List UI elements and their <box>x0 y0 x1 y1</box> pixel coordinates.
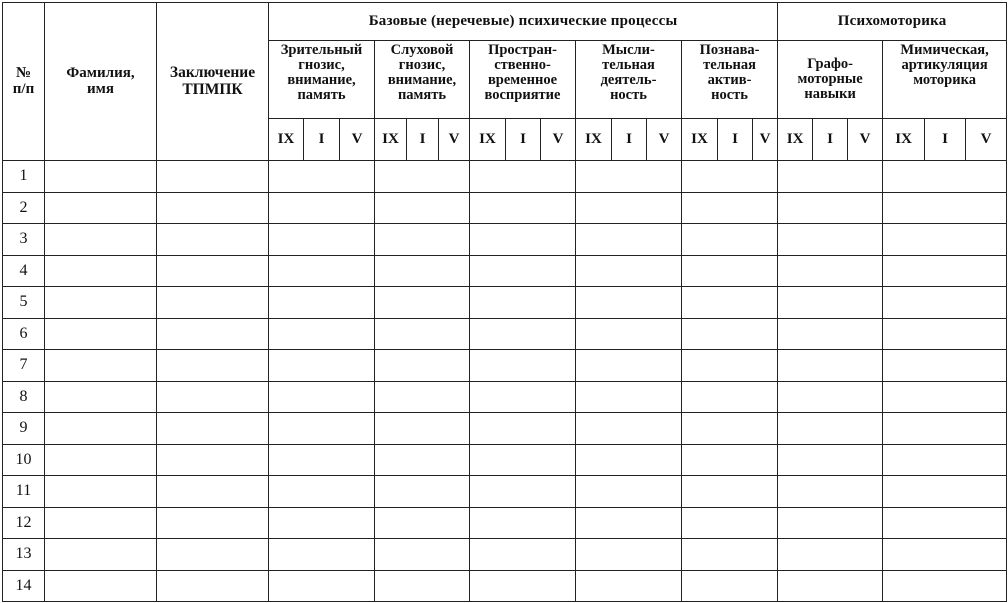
month-label: I <box>925 119 966 161</box>
conclusion-cell[interactable] <box>157 381 269 413</box>
thinking-cell[interactable] <box>576 413 682 445</box>
mimic-articulation-cell[interactable] <box>883 413 1007 445</box>
mimic-articulation-cell[interactable] <box>883 318 1007 350</box>
table-row <box>3 476 1007 508</box>
auditory-gnosis-cell[interactable] <box>375 255 470 287</box>
month-label: IX <box>269 119 304 161</box>
cognitive-activity-cell[interactable] <box>682 381 778 413</box>
conclusion-cell[interactable] <box>157 476 269 508</box>
table-body <box>3 161 1007 602</box>
month-label: I <box>407 119 439 161</box>
spatial-temporal-cell[interactable] <box>470 539 576 571</box>
thinking-cell[interactable] <box>576 444 682 476</box>
month-label: V <box>541 119 576 161</box>
cognitive-activity-cell[interactable] <box>682 287 778 319</box>
month-label: V <box>848 119 883 161</box>
auditory-gnosis-cell[interactable] <box>375 413 470 445</box>
name-cell[interactable] <box>45 192 157 224</box>
thinking-cell[interactable] <box>576 161 682 193</box>
graphomotor-cell[interactable] <box>778 161 883 193</box>
mimic-articulation-cell[interactable] <box>883 192 1007 224</box>
month-label: I <box>813 119 848 161</box>
spatial-temporal-cell[interactable] <box>470 255 576 287</box>
visual-gnosis-cell[interactable] <box>269 413 375 445</box>
graphomotor-cell[interactable] <box>778 570 883 602</box>
name-cell[interactable] <box>45 381 157 413</box>
conclusion-cell[interactable] <box>157 224 269 256</box>
thinking-cell[interactable] <box>576 224 682 256</box>
visual-gnosis-cell[interactable] <box>269 350 375 382</box>
auditory-gnosis-cell[interactable] <box>375 318 470 350</box>
spatial-temporal-cell[interactable] <box>470 192 576 224</box>
graphomotor-cell[interactable] <box>778 318 883 350</box>
conclusion-cell[interactable] <box>157 539 269 571</box>
row-number: 12 <box>3 507 45 539</box>
cognitive-activity-cell[interactable] <box>682 161 778 193</box>
name-cell[interactable] <box>45 507 157 539</box>
auditory-gnosis-cell[interactable] <box>375 287 470 319</box>
auditory-gnosis-cell[interactable] <box>375 507 470 539</box>
conclusion-cell[interactable] <box>157 507 269 539</box>
row-number: 11 <box>3 476 45 508</box>
graphomotor-cell[interactable] <box>778 444 883 476</box>
graphomotor-cell[interactable] <box>778 507 883 539</box>
name-cell[interactable] <box>45 287 157 319</box>
row-number: 13 <box>3 539 45 571</box>
assessment-table <box>2 2 1007 602</box>
table-row <box>3 161 1007 193</box>
thinking-cell[interactable] <box>576 350 682 382</box>
graphomotor-cell[interactable] <box>778 413 883 445</box>
row-number: 8 <box>3 381 45 413</box>
spatial-temporal-cell[interactable] <box>470 224 576 256</box>
thinking-cell[interactable] <box>576 287 682 319</box>
table-row <box>3 287 1007 319</box>
auditory-gnosis-cell[interactable] <box>375 476 470 508</box>
row-number: 3 <box>3 224 45 256</box>
visual-gnosis-cell[interactable] <box>269 476 375 508</box>
graphomotor-cell[interactable] <box>778 476 883 508</box>
spatial-temporal-cell[interactable] <box>470 287 576 319</box>
spatial-temporal-header: Простран- ственно- временное восприятие <box>470 41 576 119</box>
conclusion-column-header: Заключение ТПМПК <box>157 3 269 161</box>
thinking-cell[interactable] <box>576 318 682 350</box>
month-label: V <box>966 119 1007 161</box>
month-label: V <box>439 119 470 161</box>
mimic-articulation-cell[interactable] <box>883 350 1007 382</box>
spatial-temporal-cell[interactable] <box>470 318 576 350</box>
cognitive-activity-cell[interactable] <box>682 476 778 508</box>
name-cell[interactable] <box>45 476 157 508</box>
month-label: IX <box>778 119 813 161</box>
mimic-articulation-cell[interactable] <box>883 381 1007 413</box>
visual-gnosis-cell[interactable] <box>269 570 375 602</box>
table-row <box>3 539 1007 571</box>
conclusion-cell[interactable] <box>157 318 269 350</box>
cognitive-activity-cell[interactable] <box>682 413 778 445</box>
conclusion-cell[interactable] <box>157 287 269 319</box>
auditory-gnosis-cell[interactable] <box>375 570 470 602</box>
thinking-cell[interactable] <box>576 507 682 539</box>
graphomotor-cell[interactable] <box>778 224 883 256</box>
conclusion-cell[interactable] <box>157 444 269 476</box>
name-cell[interactable] <box>45 255 157 287</box>
spatial-temporal-cell[interactable] <box>470 413 576 445</box>
graphomotor-cell[interactable] <box>778 381 883 413</box>
spatial-temporal-cell[interactable] <box>470 381 576 413</box>
month-label: IX <box>682 119 718 161</box>
mimic-articulation-cell[interactable] <box>883 255 1007 287</box>
visual-gnosis-cell[interactable] <box>269 444 375 476</box>
visual-gnosis-header: Зрительный гнозис, внимание, память <box>269 41 375 119</box>
thinking-cell[interactable] <box>576 381 682 413</box>
conclusion-cell[interactable] <box>157 570 269 602</box>
cognitive-activity-header: Познава- тельная актив- ность <box>682 41 778 119</box>
auditory-gnosis-cell[interactable] <box>375 350 470 382</box>
month-label: IX <box>470 119 506 161</box>
conclusion-cell[interactable] <box>157 413 269 445</box>
mimic-articulation-cell[interactable] <box>883 287 1007 319</box>
table-row <box>3 444 1007 476</box>
mimic-articulation-header: Мимическая, артикуляция моторика <box>883 41 1007 119</box>
name-cell[interactable] <box>45 224 157 256</box>
graphomotor-cell[interactable] <box>778 539 883 571</box>
mimic-articulation-cell[interactable] <box>883 224 1007 256</box>
mimic-articulation-cell[interactable] <box>883 570 1007 602</box>
visual-gnosis-cell[interactable] <box>269 507 375 539</box>
spatial-temporal-cell[interactable] <box>470 507 576 539</box>
cognitive-activity-cell[interactable] <box>682 224 778 256</box>
thinking-cell[interactable] <box>576 570 682 602</box>
thinking-cell[interactable] <box>576 255 682 287</box>
auditory-gnosis-cell[interactable] <box>375 539 470 571</box>
row-number: 9 <box>3 413 45 445</box>
visual-gnosis-cell[interactable] <box>269 192 375 224</box>
thinking-header: Мысли- тельная деятель- ность <box>576 41 682 119</box>
visual-gnosis-cell[interactable] <box>269 381 375 413</box>
mimic-articulation-cell[interactable] <box>883 161 1007 193</box>
visual-gnosis-cell[interactable] <box>269 539 375 571</box>
basic-processes-group-header: Базовые (неречевые) психические процессы <box>269 3 778 41</box>
visual-gnosis-cell[interactable] <box>269 318 375 350</box>
cognitive-activity-cell[interactable] <box>682 444 778 476</box>
graphomotor-header: Графо- моторные навыки <box>778 41 883 119</box>
row-number: 10 <box>3 444 45 476</box>
table-row <box>3 318 1007 350</box>
mimic-articulation-cell[interactable] <box>883 476 1007 508</box>
visual-gnosis-cell[interactable] <box>269 287 375 319</box>
conclusion-cell[interactable] <box>157 192 269 224</box>
month-label: IX <box>883 119 925 161</box>
table-row <box>3 192 1007 224</box>
graphomotor-cell[interactable] <box>778 287 883 319</box>
cognitive-activity-cell[interactable] <box>682 350 778 382</box>
month-label: V <box>753 119 778 161</box>
auditory-gnosis-cell[interactable] <box>375 381 470 413</box>
name-cell[interactable] <box>45 413 157 445</box>
cognitive-activity-cell[interactable] <box>682 192 778 224</box>
conclusion-cell[interactable] <box>157 350 269 382</box>
graphomotor-cell[interactable] <box>778 350 883 382</box>
name-cell[interactable] <box>45 350 157 382</box>
spatial-temporal-cell[interactable] <box>470 161 576 193</box>
name-cell[interactable] <box>45 444 157 476</box>
auditory-gnosis-cell[interactable] <box>375 161 470 193</box>
row-number: 5 <box>3 287 45 319</box>
number-column-header: № п/п <box>3 3 45 161</box>
row-number: 14 <box>3 570 45 602</box>
row-number: 4 <box>3 255 45 287</box>
mimic-articulation-cell[interactable] <box>883 444 1007 476</box>
cognitive-activity-cell[interactable] <box>682 318 778 350</box>
graphomotor-cell[interactable] <box>778 192 883 224</box>
spatial-temporal-cell[interactable] <box>470 570 576 602</box>
month-label: I <box>612 119 647 161</box>
name-cell[interactable] <box>45 318 157 350</box>
row-number: 7 <box>3 350 45 382</box>
row-number: 6 <box>3 318 45 350</box>
table-row <box>3 350 1007 382</box>
visual-gnosis-cell[interactable] <box>269 161 375 193</box>
cognitive-activity-cell[interactable] <box>682 507 778 539</box>
auditory-gnosis-header: Слуховой гнозис, внимание, память <box>375 41 470 119</box>
name-column-header: Фамилия, имя <box>45 3 157 161</box>
conclusion-cell[interactable] <box>157 161 269 193</box>
thinking-cell[interactable] <box>576 476 682 508</box>
table-row <box>3 570 1007 602</box>
table-row <box>3 507 1007 539</box>
name-cell[interactable] <box>45 570 157 602</box>
table-row <box>3 255 1007 287</box>
table-row <box>3 413 1007 445</box>
mimic-articulation-cell[interactable] <box>883 539 1007 571</box>
spatial-temporal-cell[interactable] <box>470 444 576 476</box>
auditory-gnosis-cell[interactable] <box>375 192 470 224</box>
thinking-cell[interactable] <box>576 539 682 571</box>
auditory-gnosis-cell[interactable] <box>375 224 470 256</box>
mimic-articulation-cell[interactable] <box>883 507 1007 539</box>
month-label: IX <box>576 119 612 161</box>
cognitive-activity-cell[interactable] <box>682 539 778 571</box>
name-cell[interactable] <box>45 539 157 571</box>
month-label: I <box>718 119 753 161</box>
row-number: 2 <box>3 192 45 224</box>
row-number: 1 <box>3 161 45 193</box>
month-label: I <box>304 119 340 161</box>
spatial-temporal-cell[interactable] <box>470 476 576 508</box>
table-row <box>3 381 1007 413</box>
auditory-gnosis-cell[interactable] <box>375 444 470 476</box>
month-label: IX <box>375 119 407 161</box>
name-cell[interactable] <box>45 161 157 193</box>
table-row <box>3 224 1007 256</box>
spatial-temporal-cell[interactable] <box>470 350 576 382</box>
cognitive-activity-cell[interactable] <box>682 255 778 287</box>
visual-gnosis-cell[interactable] <box>269 224 375 256</box>
month-label: V <box>340 119 375 161</box>
graphomotor-cell[interactable] <box>778 255 883 287</box>
cognitive-activity-cell[interactable] <box>682 570 778 602</box>
visual-gnosis-cell[interactable] <box>269 255 375 287</box>
conclusion-cell[interactable] <box>157 255 269 287</box>
thinking-cell[interactable] <box>576 192 682 224</box>
month-label: V <box>647 119 682 161</box>
month-label: I <box>506 119 541 161</box>
psychomotor-group-header: Психомоторика <box>778 3 1007 41</box>
